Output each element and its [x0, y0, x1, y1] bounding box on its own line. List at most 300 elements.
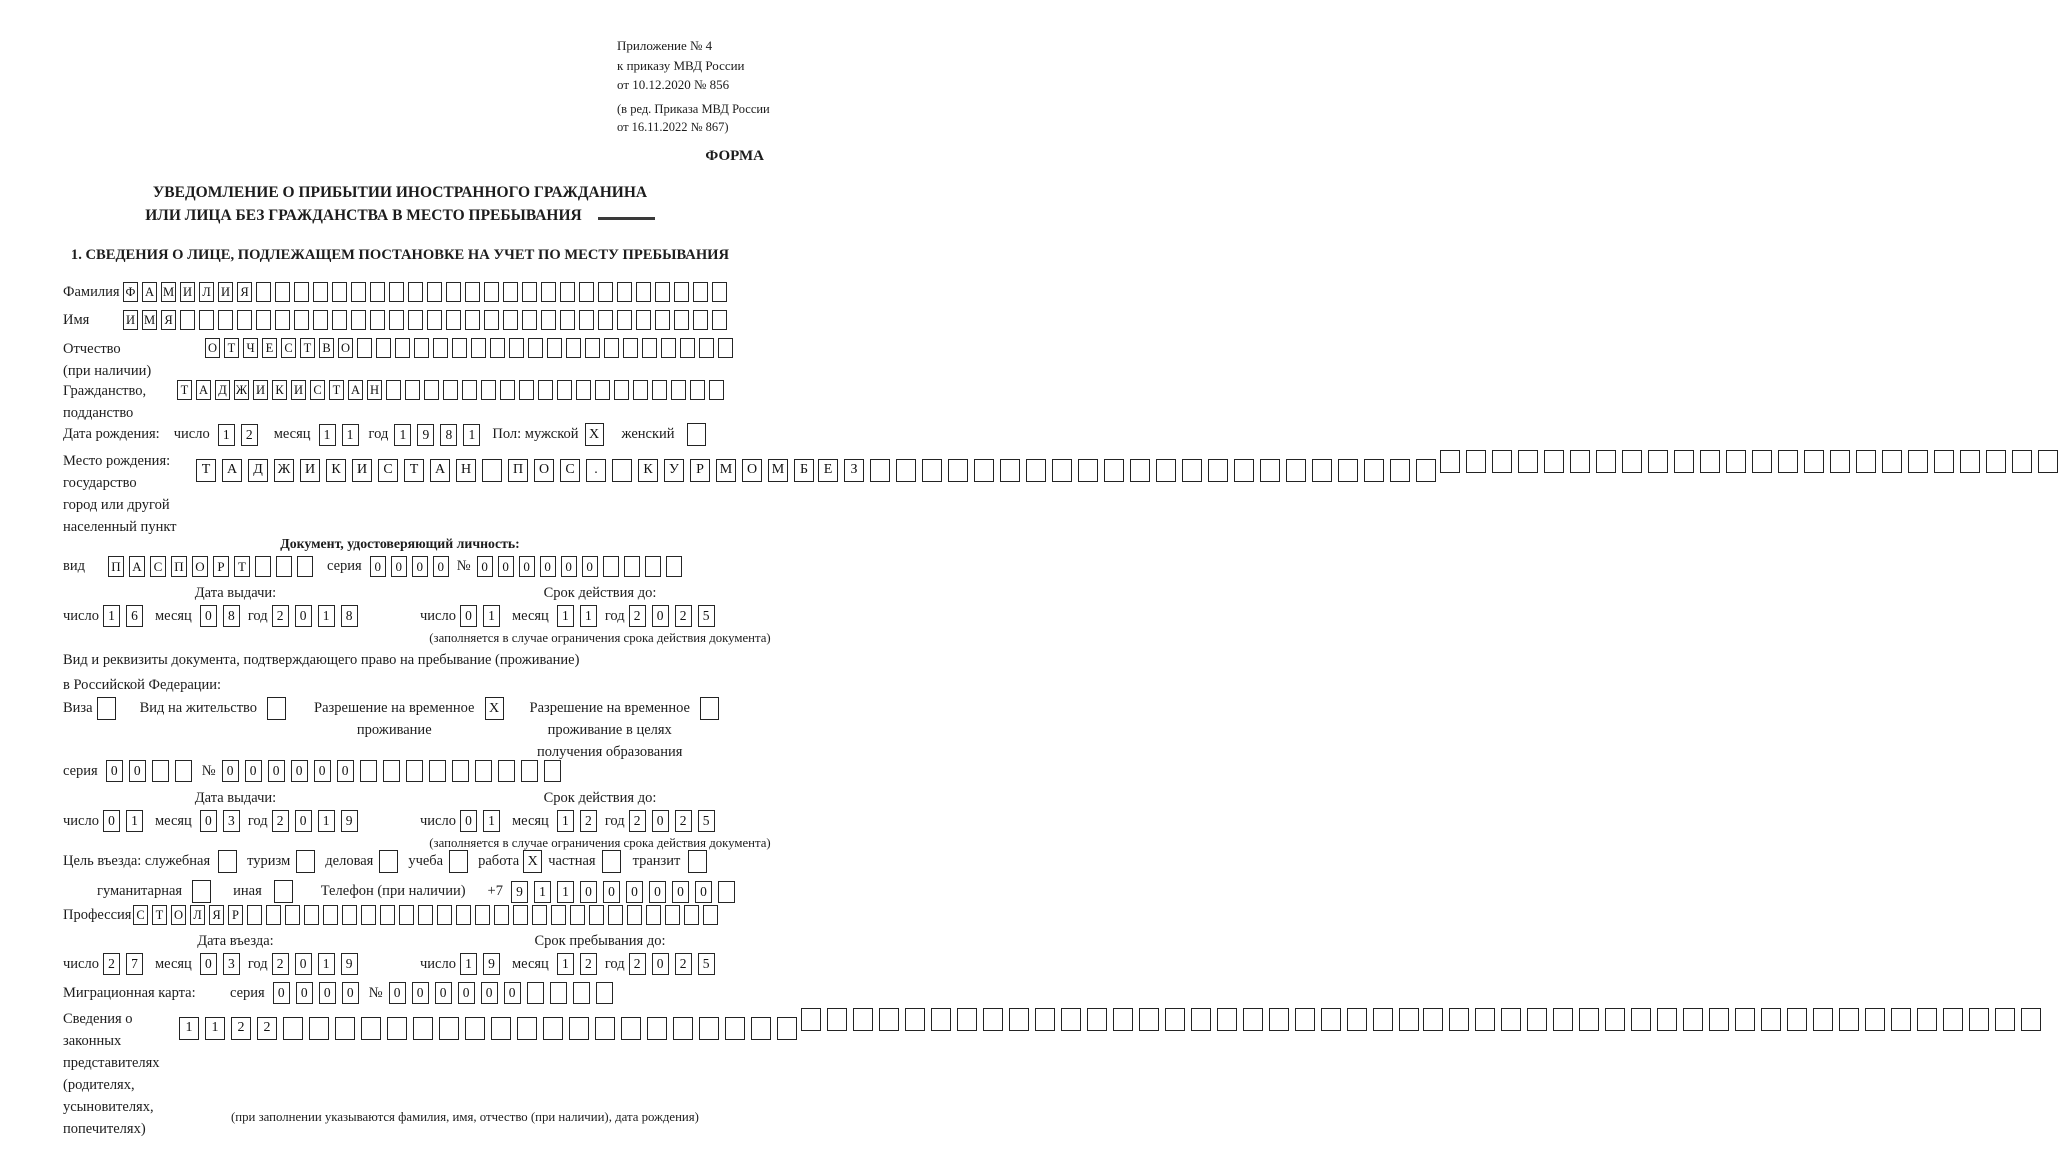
representatives-row3-boxes-cell[interactable] [1787, 1008, 1807, 1031]
birth-place-row3-boxes-cell[interactable] [1492, 450, 1512, 473]
birth-place-row1-boxes-cell[interactable]: . [586, 459, 606, 482]
doc-issue-year-boxes-cell[interactable]: 1 [318, 605, 335, 627]
citizenship-boxes-cell[interactable]: И [253, 380, 268, 400]
representatives-row2-boxes-cell[interactable] [1035, 1008, 1055, 1031]
representatives-row2-boxes-cell[interactable] [983, 1008, 1003, 1031]
citizenship-boxes-cell[interactable] [424, 380, 439, 400]
permit-series-boxes-cell[interactable]: 0 [106, 760, 123, 782]
citizenship-boxes-cell[interactable]: А [196, 380, 211, 400]
profession-boxes-cell[interactable] [304, 905, 319, 925]
profession-boxes-cell[interactable] [589, 905, 604, 925]
entry-day-boxes-cell[interactable]: 2 [103, 953, 120, 975]
surname-boxes-cell[interactable] [617, 282, 632, 302]
surname-boxes-cell[interactable] [503, 282, 518, 302]
representatives-row2-boxes-cell[interactable] [931, 1008, 951, 1031]
patronymic-boxes-cell[interactable] [642, 338, 657, 358]
phone-boxes-cell[interactable]: 0 [626, 881, 643, 903]
birth-place-row3-boxes-cell[interactable] [1778, 450, 1798, 473]
birth-place-row2-boxes-cell[interactable]: З [844, 459, 864, 482]
birth-day-boxes-cell[interactable]: 2 [241, 424, 258, 446]
surname-boxes-cell[interactable] [465, 282, 480, 302]
migration-number-boxes-cell[interactable] [573, 982, 590, 1004]
representatives-row2-boxes-cell[interactable] [827, 1008, 847, 1031]
representatives-row1-boxes-cell[interactable] [413, 1017, 433, 1040]
birth-place-row3-boxes-cell[interactable] [1752, 450, 1772, 473]
profession-boxes-cell[interactable] [266, 905, 281, 925]
birth-place-row2-boxes-cell[interactable] [974, 459, 994, 482]
permit-issue-month-boxes-cell[interactable]: 0 [200, 810, 217, 832]
doc-series-boxes-cell[interactable]: 0 [433, 556, 449, 577]
representatives-row3-boxes-cell[interactable] [1969, 1008, 1989, 1031]
doc-type-boxes-cell[interactable] [297, 556, 313, 577]
stay-month-boxes-cell[interactable]: 1 [557, 953, 574, 975]
doc-series-boxes-cell[interactable]: 0 [412, 556, 428, 577]
representatives-row1-boxes-cell[interactable] [595, 1017, 615, 1040]
permit-expiry-year-boxes-cell[interactable]: 0 [652, 810, 669, 832]
surname-boxes-cell[interactable] [655, 282, 670, 302]
doc-number-boxes-cell[interactable] [645, 556, 661, 577]
birth-place-row2-boxes-cell[interactable] [1182, 459, 1202, 482]
birth-place-row1-boxes-cell[interactable]: Р [690, 459, 710, 482]
birth-place-row1-boxes-cell[interactable]: С [378, 459, 398, 482]
permit-number-boxes-cell[interactable] [498, 760, 515, 782]
citizenship-boxes-cell[interactable] [500, 380, 515, 400]
birth-place-row1-boxes-cell[interactable]: И [300, 459, 320, 482]
migration-series-boxes-cell[interactable]: 0 [342, 982, 359, 1004]
given-name-boxes-cell[interactable] [579, 310, 594, 330]
doc-type-boxes-cell[interactable]: Р [213, 556, 229, 577]
given-name-boxes-cell[interactable] [503, 310, 518, 330]
given-name-boxes-cell[interactable] [389, 310, 404, 330]
citizenship-boxes-cell[interactable]: И [291, 380, 306, 400]
profession-boxes-cell[interactable] [703, 905, 718, 925]
patronymic-boxes-cell[interactable]: О [338, 338, 353, 358]
given-name-boxes-cell[interactable] [598, 310, 613, 330]
representatives-row1-boxes-cell[interactable] [465, 1017, 485, 1040]
phone-boxes-cell[interactable]: 0 [695, 881, 712, 903]
birth-place-row2-boxes-cell[interactable] [1130, 459, 1150, 482]
representatives-row2-boxes-cell[interactable] [1087, 1008, 1107, 1031]
representatives-row1-boxes-cell[interactable] [543, 1017, 563, 1040]
doc-expiry-month-boxes-cell[interactable]: 1 [557, 605, 574, 627]
profession-boxes-cell[interactable] [532, 905, 547, 925]
representatives-row2-boxes-cell[interactable] [1295, 1008, 1315, 1031]
representatives-row1-boxes-cell[interactable] [309, 1017, 329, 1040]
migration-number-boxes-cell[interactable] [527, 982, 544, 1004]
birth-place-row2-boxes-cell[interactable] [1390, 459, 1410, 482]
profession-boxes-cell[interactable] [437, 905, 452, 925]
given-name-boxes-cell[interactable] [712, 310, 727, 330]
given-name-boxes-cell[interactable] [541, 310, 556, 330]
birth-place-row3-boxes-cell[interactable] [1804, 450, 1824, 473]
entry-year-boxes-cell[interactable]: 1 [318, 953, 335, 975]
citizenship-boxes-cell[interactable] [443, 380, 458, 400]
phone-boxes-cell[interactable]: 1 [534, 881, 551, 903]
profession-boxes-cell[interactable]: С [133, 905, 148, 925]
purpose-study-checkbox-cell[interactable] [449, 850, 468, 873]
entry-year-boxes-cell[interactable]: 9 [341, 953, 358, 975]
migration-series-boxes-cell[interactable]: 0 [319, 982, 336, 1004]
entry-month-boxes-cell[interactable]: 3 [223, 953, 240, 975]
representatives-row1-boxes-cell[interactable] [751, 1017, 771, 1040]
citizenship-boxes-cell[interactable] [519, 380, 534, 400]
representatives-row1-boxes-cell[interactable] [491, 1017, 511, 1040]
representatives-row3-boxes-cell[interactable] [1579, 1008, 1599, 1031]
birth-place-row1-boxes-cell[interactable]: О [742, 459, 762, 482]
representatives-row3-boxes-cell[interactable] [1657, 1008, 1677, 1031]
birth-place-row3-boxes-cell[interactable] [1700, 450, 1720, 473]
birth-place-row3-boxes-cell[interactable] [1466, 450, 1486, 473]
birth-place-row1-boxes-cell[interactable]: Д [248, 459, 268, 482]
birth-place-row3-boxes-cell[interactable] [1622, 450, 1642, 473]
birth-day-boxes-cell[interactable]: 1 [218, 424, 235, 446]
birth-place-row1-boxes-cell[interactable] [482, 459, 502, 482]
representatives-row3-boxes-cell[interactable] [1631, 1008, 1651, 1031]
birth-year-boxes-cell[interactable]: 1 [463, 424, 480, 446]
birth-place-row2-boxes-cell[interactable] [1364, 459, 1384, 482]
birth-place-row1-boxes-cell[interactable] [612, 459, 632, 482]
birth-place-row3-boxes-cell[interactable] [1518, 450, 1538, 473]
citizenship-boxes-cell[interactable] [595, 380, 610, 400]
given-name-boxes-cell[interactable] [275, 310, 290, 330]
birth-place-row2-boxes-cell[interactable] [1078, 459, 1098, 482]
stay-year-boxes-cell[interactable]: 5 [698, 953, 715, 975]
representatives-row1-boxes-cell[interactable] [569, 1017, 589, 1040]
surname-boxes-cell[interactable]: И [218, 282, 233, 302]
migration-series-boxes-cell[interactable]: 0 [273, 982, 290, 1004]
permit-number-boxes-cell[interactable]: 0 [314, 760, 331, 782]
given-name-boxes-cell[interactable] [332, 310, 347, 330]
doc-issue-year-boxes-cell[interactable]: 2 [272, 605, 289, 627]
representatives-row2-boxes-cell[interactable] [1009, 1008, 1029, 1031]
profession-boxes-cell[interactable] [684, 905, 699, 925]
doc-number-boxes-cell[interactable]: 0 [540, 556, 556, 577]
purpose-other-checkbox-cell[interactable] [274, 880, 293, 903]
purpose-work-checkbox-cell[interactable]: X [523, 850, 542, 873]
representatives-row2-boxes-cell[interactable] [879, 1008, 899, 1031]
doc-number-boxes-cell[interactable]: 0 [582, 556, 598, 577]
citizenship-boxes-cell[interactable]: К [272, 380, 287, 400]
profession-boxes-cell[interactable] [323, 905, 338, 925]
doc-issue-day-boxes-cell[interactable]: 6 [126, 605, 143, 627]
birth-place-row1-boxes-cell[interactable]: П [508, 459, 528, 482]
birth-place-row3-boxes-cell[interactable] [1726, 450, 1746, 473]
birth-place-row1-boxes-cell[interactable]: С [560, 459, 580, 482]
given-name-boxes-cell[interactable] [313, 310, 328, 330]
doc-series-boxes-cell[interactable]: 0 [391, 556, 407, 577]
representatives-row2-boxes-cell[interactable] [1243, 1008, 1263, 1031]
birth-place-row2-boxes-cell[interactable] [948, 459, 968, 482]
citizenship-boxes-cell[interactable] [481, 380, 496, 400]
purpose-private-checkbox-cell[interactable] [602, 850, 621, 873]
patronymic-boxes-cell[interactable] [528, 338, 543, 358]
doc-type-boxes-cell[interactable] [276, 556, 292, 577]
surname-boxes-cell[interactable] [313, 282, 328, 302]
patronymic-boxes-cell[interactable]: Т [224, 338, 239, 358]
stay-day-boxes-cell[interactable]: 9 [483, 953, 500, 975]
doc-expiry-year-boxes-cell[interactable]: 0 [652, 605, 669, 627]
migration-number-boxes-cell[interactable]: 0 [412, 982, 429, 1004]
representatives-row1-boxes-cell[interactable] [335, 1017, 355, 1040]
patronymic-boxes-cell[interactable]: О [205, 338, 220, 358]
birth-place-row2-boxes-cell[interactable] [1416, 459, 1436, 482]
birth-place-row2-boxes-cell[interactable] [1156, 459, 1176, 482]
representatives-row3-boxes-cell[interactable] [1475, 1008, 1495, 1031]
given-name-boxes-cell[interactable] [180, 310, 195, 330]
doc-issue-day-boxes-cell[interactable]: 1 [103, 605, 120, 627]
doc-type-boxes-cell[interactable] [255, 556, 271, 577]
representatives-row1-boxes-cell[interactable]: 2 [231, 1017, 251, 1040]
surname-boxes-cell[interactable] [408, 282, 423, 302]
doc-number-boxes-cell[interactable] [603, 556, 619, 577]
permit-number-boxes-cell[interactable]: 0 [245, 760, 262, 782]
permit-number-boxes-cell[interactable]: 0 [268, 760, 285, 782]
representatives-row3-boxes-cell[interactable] [1553, 1008, 1573, 1031]
surname-boxes-cell[interactable] [351, 282, 366, 302]
profession-boxes-cell[interactable]: Р [228, 905, 243, 925]
birth-place-row1-boxes-cell[interactable]: К [638, 459, 658, 482]
profession-boxes-cell[interactable] [608, 905, 623, 925]
representatives-row2-boxes-cell[interactable] [1139, 1008, 1159, 1031]
patronymic-boxes-cell[interactable]: В [319, 338, 334, 358]
surname-boxes-cell[interactable] [712, 282, 727, 302]
doc-issue-month-boxes-cell[interactable]: 0 [200, 605, 217, 627]
citizenship-boxes-cell[interactable]: Д [215, 380, 230, 400]
representatives-row3-boxes-cell[interactable] [1605, 1008, 1625, 1031]
profession-boxes-cell[interactable] [551, 905, 566, 925]
temp-permit-edu-checkbox-cell[interactable] [700, 697, 719, 720]
patronymic-boxes-cell[interactable] [547, 338, 562, 358]
doc-issue-year-boxes-cell[interactable]: 0 [295, 605, 312, 627]
representatives-row2-boxes-cell[interactable] [1269, 1008, 1289, 1031]
birth-place-row2-boxes-cell[interactable] [870, 459, 890, 482]
representatives-row2-boxes-cell[interactable] [957, 1008, 977, 1031]
birth-place-row3-boxes-cell[interactable] [2012, 450, 2032, 473]
citizenship-boxes-cell[interactable]: Н [367, 380, 382, 400]
purpose-transit-checkbox-cell[interactable] [688, 850, 707, 873]
profession-boxes-cell[interactable] [456, 905, 471, 925]
representatives-row2-boxes-cell[interactable] [801, 1008, 821, 1031]
permit-issue-day-boxes-cell[interactable]: 0 [103, 810, 120, 832]
patronymic-boxes-cell[interactable] [433, 338, 448, 358]
permit-number-boxes-cell[interactable] [383, 760, 400, 782]
surname-boxes-cell[interactable] [294, 282, 309, 302]
citizenship-boxes-cell[interactable] [557, 380, 572, 400]
birth-place-row2-boxes-cell[interactable]: Е [818, 459, 838, 482]
patronymic-boxes-cell[interactable] [452, 338, 467, 358]
migration-number-boxes-cell[interactable]: 0 [389, 982, 406, 1004]
permit-number-boxes-cell[interactable] [429, 760, 446, 782]
representatives-row2-boxes-cell[interactable] [1399, 1008, 1419, 1031]
patronymic-boxes-cell[interactable] [490, 338, 505, 358]
given-name-boxes-cell[interactable]: И [123, 310, 138, 330]
doc-type-boxes-cell[interactable]: С [150, 556, 166, 577]
birth-place-row3-boxes-cell[interactable] [1648, 450, 1668, 473]
given-name-boxes-cell[interactable] [351, 310, 366, 330]
representatives-row2-boxes-cell[interactable] [1191, 1008, 1211, 1031]
representatives-row3-boxes-cell[interactable] [1865, 1008, 1885, 1031]
representatives-row3-boxes-cell[interactable] [2021, 1008, 2041, 1031]
profession-boxes-cell[interactable] [513, 905, 528, 925]
patronymic-boxes-cell[interactable] [680, 338, 695, 358]
doc-series-boxes-cell[interactable]: 0 [370, 556, 386, 577]
birth-place-row3-boxes-cell[interactable] [1544, 450, 1564, 473]
phone-boxes-cell[interactable] [718, 881, 735, 903]
citizenship-boxes-cell[interactable] [462, 380, 477, 400]
birth-place-row3-boxes-cell[interactable] [1960, 450, 1980, 473]
surname-boxes-cell[interactable] [427, 282, 442, 302]
birth-place-row1-boxes-cell[interactable]: А [222, 459, 242, 482]
representatives-row2-boxes-cell[interactable] [905, 1008, 925, 1031]
representatives-row1-boxes-cell[interactable] [647, 1017, 667, 1040]
representatives-row3-boxes-cell[interactable] [1423, 1008, 1443, 1031]
patronymic-boxes-cell[interactable] [604, 338, 619, 358]
given-name-boxes-cell[interactable] [636, 310, 651, 330]
permit-expiry-year-boxes-cell[interactable]: 2 [629, 810, 646, 832]
surname-boxes-cell[interactable] [560, 282, 575, 302]
profession-boxes-cell[interactable] [247, 905, 262, 925]
surname-boxes-cell[interactable] [541, 282, 556, 302]
surname-boxes-cell[interactable] [693, 282, 708, 302]
patronymic-boxes-cell[interactable]: С [281, 338, 296, 358]
birth-place-row2-boxes-cell[interactable] [1208, 459, 1228, 482]
stay-year-boxes-cell[interactable]: 2 [629, 953, 646, 975]
citizenship-boxes-cell[interactable] [576, 380, 591, 400]
birth-place-row2-boxes-cell[interactable] [1312, 459, 1332, 482]
permit-number-boxes-cell[interactable] [521, 760, 538, 782]
representatives-row3-boxes-cell[interactable] [1449, 1008, 1469, 1031]
birth-place-row1-boxes-cell[interactable]: М [716, 459, 736, 482]
birth-place-row2-boxes-cell[interactable] [896, 459, 916, 482]
doc-number-boxes-cell[interactable]: 0 [498, 556, 514, 577]
representatives-row3-boxes-cell[interactable] [1917, 1008, 1937, 1031]
given-name-boxes-cell[interactable] [522, 310, 537, 330]
surname-boxes-cell[interactable]: Я [237, 282, 252, 302]
birth-place-row1-boxes-cell[interactable]: К [326, 459, 346, 482]
representatives-row3-boxes-cell[interactable] [1709, 1008, 1729, 1031]
birth-month-boxes-cell[interactable]: 1 [319, 424, 336, 446]
given-name-boxes-cell[interactable]: М [142, 310, 157, 330]
phone-boxes-cell[interactable]: 0 [580, 881, 597, 903]
given-name-boxes-cell[interactable] [294, 310, 309, 330]
profession-boxes-cell[interactable] [285, 905, 300, 925]
citizenship-boxes-cell[interactable] [633, 380, 648, 400]
purpose-humanitarian-checkbox-cell[interactable] [192, 880, 211, 903]
profession-boxes-cell[interactable] [380, 905, 395, 925]
representatives-row1-boxes-cell[interactable]: 2 [257, 1017, 277, 1040]
profession-boxes-cell[interactable]: Я [209, 905, 224, 925]
given-name-boxes-cell[interactable]: Я [161, 310, 176, 330]
permit-series-boxes-cell[interactable] [152, 760, 169, 782]
doc-expiry-year-boxes-cell[interactable]: 5 [698, 605, 715, 627]
patronymic-boxes-cell[interactable] [471, 338, 486, 358]
given-name-boxes-cell[interactable] [427, 310, 442, 330]
birth-place-row1-boxes-cell[interactable]: Б [794, 459, 814, 482]
citizenship-boxes-cell[interactable] [690, 380, 705, 400]
patronymic-boxes-cell[interactable] [357, 338, 372, 358]
profession-boxes-cell[interactable] [627, 905, 642, 925]
given-name-boxes-cell[interactable] [237, 310, 252, 330]
surname-boxes-cell[interactable] [636, 282, 651, 302]
representatives-row2-boxes-cell[interactable] [853, 1008, 873, 1031]
profession-boxes-cell[interactable]: Л [190, 905, 205, 925]
representatives-row3-boxes-cell[interactable] [1813, 1008, 1833, 1031]
patronymic-boxes-cell[interactable] [414, 338, 429, 358]
birth-place-row3-boxes-cell[interactable] [1830, 450, 1850, 473]
given-name-boxes-cell[interactable] [446, 310, 461, 330]
profession-boxes-cell[interactable] [361, 905, 376, 925]
representatives-row3-boxes-cell[interactable] [1735, 1008, 1755, 1031]
migration-number-boxes-cell[interactable]: 0 [435, 982, 452, 1004]
profession-boxes-cell[interactable] [342, 905, 357, 925]
birth-place-row3-boxes-cell[interactable] [1908, 450, 1928, 473]
birth-place-row1-boxes-cell[interactable]: Ж [274, 459, 294, 482]
given-name-boxes-cell[interactable] [560, 310, 575, 330]
birth-place-row1-boxes-cell[interactable]: Н [456, 459, 476, 482]
given-name-boxes-cell[interactable] [408, 310, 423, 330]
surname-boxes-cell[interactable] [275, 282, 290, 302]
representatives-row1-boxes-cell[interactable] [673, 1017, 693, 1040]
citizenship-boxes-cell[interactable] [709, 380, 724, 400]
representatives-row1-boxes-cell[interactable] [283, 1017, 303, 1040]
surname-boxes-cell[interactable] [446, 282, 461, 302]
entry-year-boxes-cell[interactable]: 0 [295, 953, 312, 975]
given-name-boxes-cell[interactable] [674, 310, 689, 330]
doc-number-boxes-cell[interactable]: 0 [561, 556, 577, 577]
birth-place-row1-boxes-cell[interactable]: А [430, 459, 450, 482]
given-name-boxes-cell[interactable] [199, 310, 214, 330]
phone-boxes-cell[interactable]: 1 [557, 881, 574, 903]
representatives-row2-boxes-cell[interactable] [1113, 1008, 1133, 1031]
permit-number-boxes-cell[interactable]: 0 [337, 760, 354, 782]
citizenship-boxes-cell[interactable]: С [310, 380, 325, 400]
doc-type-boxes-cell[interactable]: П [108, 556, 124, 577]
surname-boxes-cell[interactable] [522, 282, 537, 302]
doc-number-boxes-cell[interactable] [624, 556, 640, 577]
profession-boxes-cell[interactable] [494, 905, 509, 925]
surname-boxes-cell[interactable] [674, 282, 689, 302]
surname-boxes-cell[interactable] [389, 282, 404, 302]
permit-expiry-year-boxes-cell[interactable]: 2 [675, 810, 692, 832]
doc-number-boxes-cell[interactable]: 0 [519, 556, 535, 577]
surname-boxes-cell[interactable] [598, 282, 613, 302]
representatives-row1-boxes-cell[interactable] [621, 1017, 641, 1040]
birth-place-row2-boxes-cell[interactable] [1000, 459, 1020, 482]
birth-year-boxes-cell[interactable]: 9 [417, 424, 434, 446]
profession-boxes-cell[interactable] [646, 905, 661, 925]
permit-expiry-day-boxes-cell[interactable]: 1 [483, 810, 500, 832]
patronymic-boxes-cell[interactable] [376, 338, 391, 358]
given-name-boxes-cell[interactable] [218, 310, 233, 330]
permit-series-boxes-cell[interactable]: 0 [129, 760, 146, 782]
representatives-row2-boxes-cell[interactable] [1347, 1008, 1367, 1031]
entry-day-boxes-cell[interactable]: 7 [126, 953, 143, 975]
representatives-row3-boxes-cell[interactable] [1891, 1008, 1911, 1031]
stay-year-boxes-cell[interactable]: 2 [675, 953, 692, 975]
migration-series-boxes-cell[interactable]: 0 [296, 982, 313, 1004]
profession-boxes-cell[interactable] [475, 905, 490, 925]
surname-boxes-cell[interactable]: Ф [123, 282, 138, 302]
permit-expiry-year-boxes-cell[interactable]: 5 [698, 810, 715, 832]
migration-number-boxes-cell[interactable] [596, 982, 613, 1004]
representatives-row1-boxes-cell[interactable] [361, 1017, 381, 1040]
birth-place-row3-boxes-cell[interactable] [1570, 450, 1590, 473]
representatives-row2-boxes-cell[interactable] [1373, 1008, 1393, 1031]
birth-place-row3-boxes-cell[interactable] [1856, 450, 1876, 473]
permit-number-boxes-cell[interactable] [360, 760, 377, 782]
birth-place-row1-boxes-cell[interactable]: О [534, 459, 554, 482]
migration-number-boxes-cell[interactable]: 0 [458, 982, 475, 1004]
